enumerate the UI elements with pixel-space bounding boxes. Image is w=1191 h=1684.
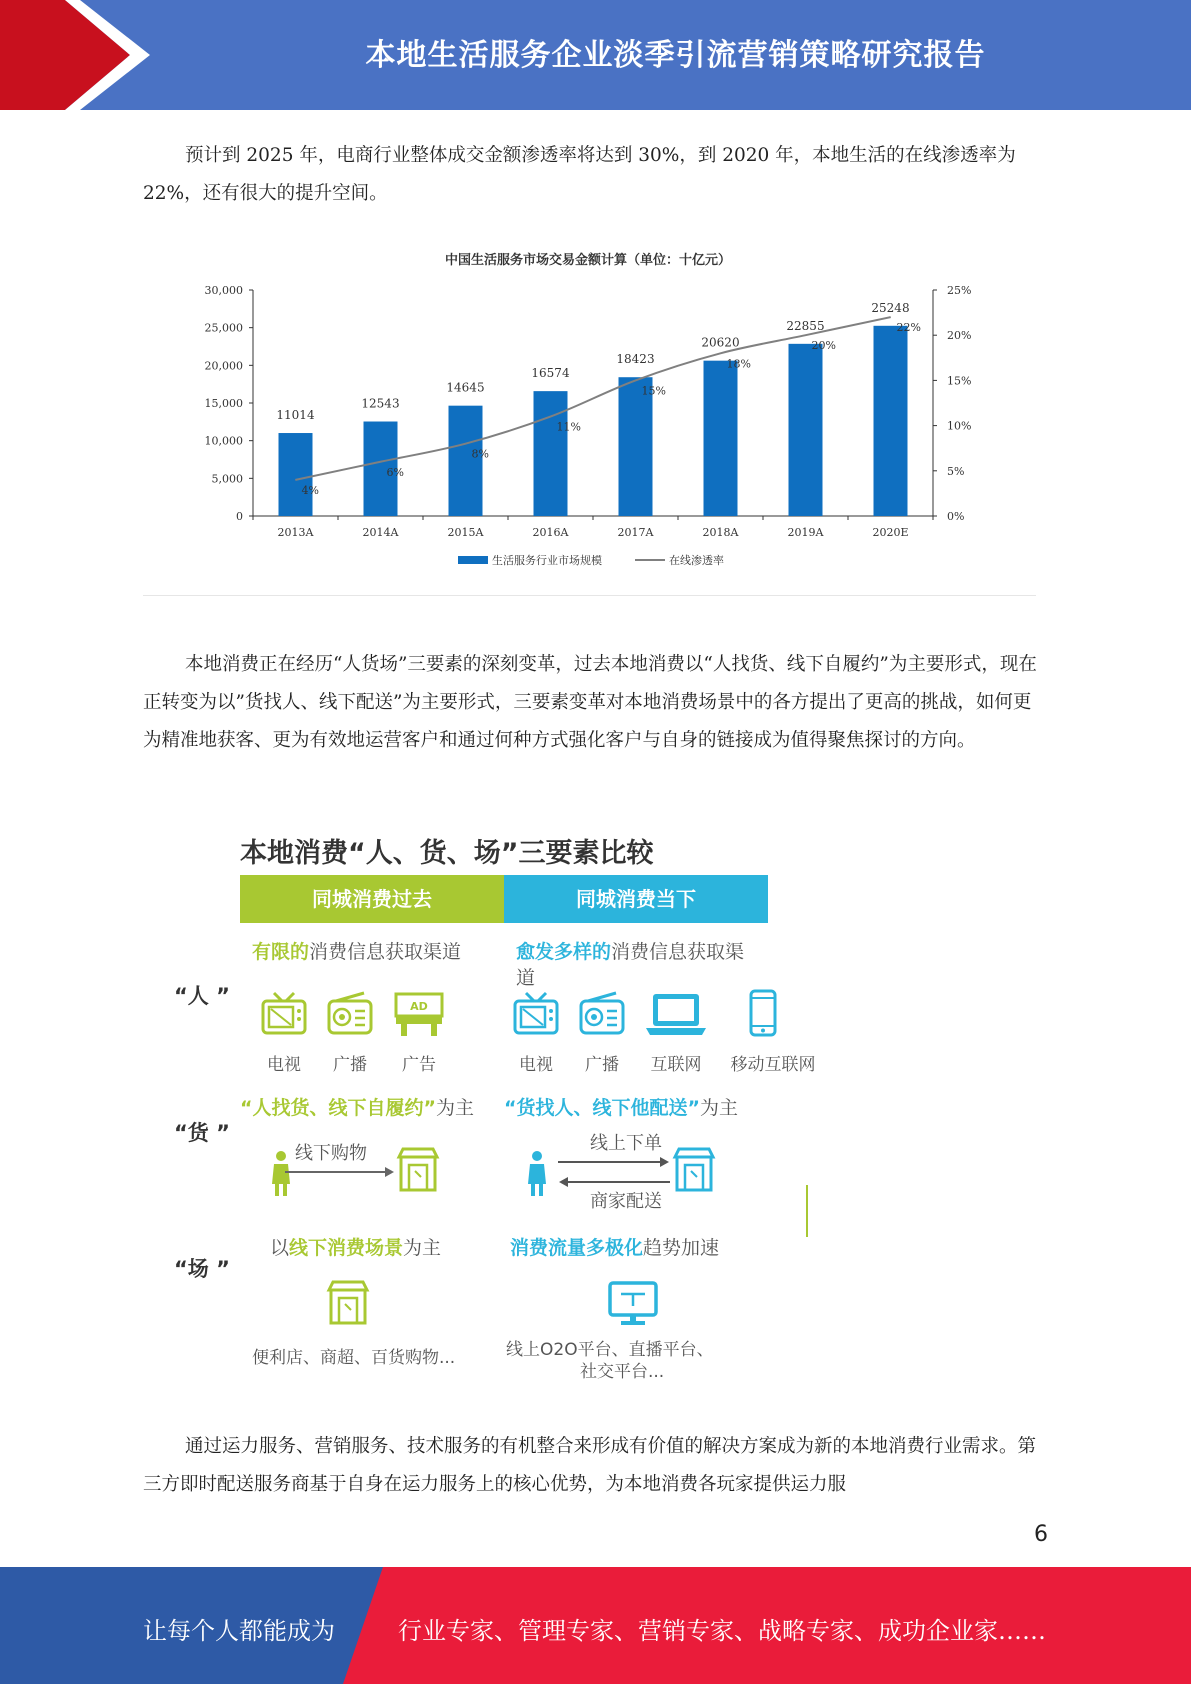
page-header <box>0 0 1191 110</box>
line-value-label: 4% <box>301 483 319 497</box>
y-left-tick-label: 20,000 <box>204 359 243 373</box>
legend-bar-swatch <box>458 556 488 564</box>
line-point <box>805 335 806 336</box>
footer-slogan-left: 让每个人都能成为 <box>143 1617 335 1645</box>
label-tv-now: 电视 <box>519 1055 553 1075</box>
line-value-label: 22% <box>896 321 921 335</box>
huo-now-arrow-top-label: 线上下单 <box>590 1133 662 1154</box>
chang-now-highlight: 消费流量多极化 <box>510 1237 644 1259</box>
line-value-label: 18% <box>726 357 751 371</box>
chang-now-rest: 趋势加速 <box>643 1237 720 1259</box>
bar-value-label: 25248 <box>871 300 910 315</box>
row-label-ren: “人 ” <box>174 984 230 1008</box>
radio-icon <box>578 991 626 1037</box>
row-label-chang: “场 ” <box>174 1257 230 1281</box>
bar <box>619 377 653 516</box>
report-title: 本地生活服务企业淡季引流营销策略研究报告 <box>365 38 986 73</box>
right-arrow-icon <box>558 1155 670 1169</box>
chang-past-desc <box>270 1235 441 1261</box>
line-point <box>550 416 551 417</box>
y-right-tick-label: 10% <box>947 419 972 433</box>
bar-value-label: 18423 <box>616 352 655 367</box>
ren-now-desc <box>516 939 756 991</box>
bar <box>279 433 313 516</box>
chart-title: 中国生活服务市场交易金额计算（单位：十亿元） <box>444 253 732 268</box>
bar-value-label: 14645 <box>446 380 485 395</box>
y-left-tick-label: 5,000 <box>211 472 243 486</box>
y-right-tick-label: 25% <box>947 284 972 297</box>
huo-now-highlight: “货找人、线下他配送” <box>504 1097 700 1119</box>
y-right-tick-label: 0% <box>947 510 965 523</box>
person-icon <box>526 1150 548 1198</box>
chart-divider <box>143 595 1036 596</box>
x-tick-label: 2016A <box>532 526 569 539</box>
huo-past-arrow-label: 线下购物 <box>295 1143 367 1164</box>
y-right-tick-label: 20% <box>947 329 972 343</box>
y-right-tick-label: 15% <box>947 374 972 388</box>
chang-past-rest: 为主 <box>403 1237 442 1259</box>
line-point <box>890 317 891 318</box>
y-left-tick-label: 10,000 <box>204 434 243 448</box>
y-left-tick-label: 0 <box>236 510 243 523</box>
billboard-ad-text: AD <box>410 1000 428 1013</box>
line-value-label: 11% <box>556 420 581 434</box>
ren-now-rest: 消费信息获取渠道 <box>516 941 745 989</box>
label-laptop-now: 互联网 <box>650 1055 702 1075</box>
x-tick-label: 2018A <box>702 526 739 539</box>
x-tick-label: 2014A <box>362 526 399 539</box>
footer-slogan-right: 行业专家、管理专家、营销专家、战略专家、成功企业家…… <box>398 1617 1046 1645</box>
page-number: 6 <box>1034 1522 1048 1547</box>
bar <box>789 344 823 516</box>
monitor-icon <box>607 1280 659 1328</box>
ren-past-highlight: 有限的 <box>252 941 310 963</box>
tv-icon <box>260 991 308 1037</box>
store-icon <box>396 1147 440 1193</box>
right-arrow-icon <box>285 1165 395 1179</box>
huo-now-rest: 为主 <box>699 1097 738 1119</box>
x-tick-label: 2015A <box>447 526 484 539</box>
bar <box>449 406 483 516</box>
page-footer <box>0 1567 1191 1684</box>
x-tick-label: 2019A <box>787 526 824 539</box>
y-right-tick-label: 5% <box>947 464 965 478</box>
chang-now-caption-1: 线上O2O平台、直播平台、 <box>506 1340 714 1360</box>
huo-past-desc <box>240 1095 474 1121</box>
ren-past-rest: 消费信息获取渠道 <box>309 941 462 963</box>
legend-bar-label: 生活服务行业市场规模 <box>492 554 602 567</box>
tv-icon <box>512 991 560 1037</box>
store-icon <box>672 1147 716 1193</box>
chang-past-caption: 便利店、商超、百货购物... <box>252 1348 456 1368</box>
line-point <box>465 443 466 444</box>
chang-now-caption-2: 社交平台... <box>580 1362 665 1382</box>
chang-now-desc <box>510 1235 719 1261</box>
line-value-label: 15% <box>641 384 666 398</box>
paragraph-2: 本地消费正在经历“人货场”三要素的深刻变革，过去本地消费以“人找货、线下自履约”为主要形式，现在正转变为以”货找人、线下配送”为主要形式，三要素变革对本地消费场景中的各方提出了更高的挑战，如何更为精准地获客、更为有效地运营客户和通过何种方式强化客户与自身的链接成为值得聚焦探讨的方向。 <box>143 654 1037 751</box>
past-header: 同城消费过去 <box>240 875 504 923</box>
comparison-title: 本地消费“人、货、场”三要素比较 <box>240 838 654 869</box>
huo-now-arrow-bottom-label: 商家配送 <box>590 1191 662 1212</box>
line-value-label: 6% <box>386 465 404 479</box>
ren-now-highlight: 愈发多样的 <box>516 941 612 963</box>
line-point <box>720 353 721 354</box>
bar <box>704 361 738 516</box>
x-tick-label: 2020E <box>872 526 909 539</box>
phone-icon <box>748 989 778 1037</box>
radio-icon <box>326 991 374 1037</box>
huo-now-desc <box>504 1095 738 1121</box>
three-elements-comparison <box>160 825 840 1385</box>
market-chart-svg <box>143 238 1038 596</box>
y-left-tick-label: 25,000 <box>204 321 243 335</box>
label-tv-past: 电视 <box>267 1055 301 1075</box>
bar-value-label: 22855 <box>786 318 825 333</box>
line-point <box>295 479 296 480</box>
y-left-tick-label: 30,000 <box>204 284 243 297</box>
x-tick-label: 2013A <box>277 526 314 539</box>
left-arrow-icon <box>558 1175 670 1189</box>
now-header: 同城消费当下 <box>504 875 768 923</box>
chang-past-highlight: 线下消费场景 <box>289 1237 404 1259</box>
green-divider-mark <box>806 1185 808 1237</box>
legend-line-label: 在线渗透率 <box>669 554 724 567</box>
x-tick-label: 2017A <box>617 526 654 539</box>
laptop-icon <box>644 991 708 1037</box>
bar <box>534 391 568 516</box>
market-chart <box>143 238 1038 596</box>
bar-value-label: 16574 <box>531 366 570 381</box>
label-phone-now: 移动互联网 <box>730 1055 816 1075</box>
ren-past-desc <box>252 939 461 965</box>
store-icon <box>326 1280 370 1326</box>
y-left-tick-label: 15,000 <box>204 397 243 410</box>
paragraph-3: 通过运力服务、营销服务、技术服务的有机整合来形成有价值的解决方案成为新的本地消费行业需求。第三方即时配送服务商基于自身在运力服务上的核心优势，为本地消费各玩家提供运力服 <box>143 1436 1037 1495</box>
huo-past-highlight: “人找货、线下自履约” <box>240 1097 436 1119</box>
line-point <box>635 380 636 381</box>
label-radio-past: 广播 <box>333 1055 367 1075</box>
huo-past-rest: 为主 <box>435 1097 474 1119</box>
bar-value-label: 12543 <box>361 396 400 411</box>
billboard-icon <box>393 991 445 1037</box>
line-point <box>380 461 381 462</box>
chang-past-pre: 以 <box>270 1237 290 1259</box>
bar <box>874 326 908 516</box>
label-billboard-past: 广告 <box>402 1055 436 1075</box>
line-value-label: 8% <box>471 447 489 461</box>
paragraph-1: 预计到 2025 年，电商行业整体成交金额渗透率将达到 30%，到 2020 年，本地生活的在线渗透率为 22%，还有很大的提升空间。 <box>143 145 1016 204</box>
row-label-huo: “货 ” <box>174 1121 230 1145</box>
bar-value-label: 11014 <box>276 408 315 423</box>
label-radio-now: 广播 <box>585 1055 619 1075</box>
bar-value-label: 20620 <box>701 335 740 350</box>
line-value-label: 20% <box>811 339 836 353</box>
